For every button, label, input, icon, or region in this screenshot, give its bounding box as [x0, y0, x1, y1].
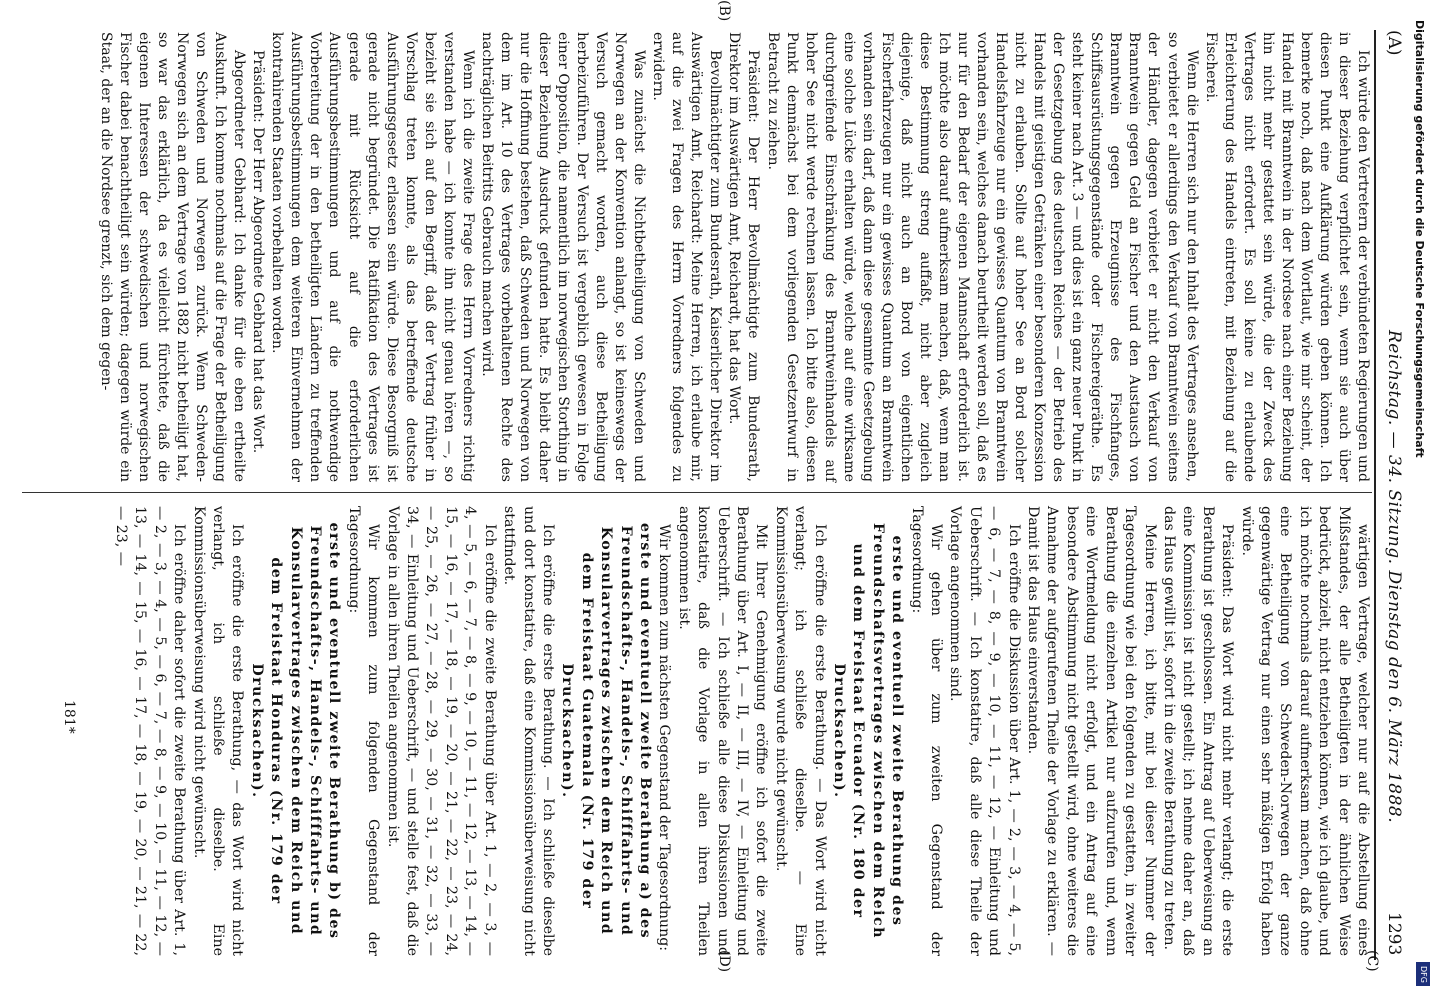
right-column-paragraph: Ich eröffne die Diskussion über Art. 1, — 2, — 3, — 4, — 5, — 6, — 7, — 8, — 9, — 10, — 11, — 12, — Einleitung und Ueberschrift. — Ich konstatire, daß alle diese Theile der Vorlage angenommen sind. [947, 506, 1022, 956]
left-column-paragraph: Präsident: Der Herr Abgeordnete Gebhard hat das Wort. [250, 50, 267, 454]
right-column-paragraph: Ich eröffne die erste Berathung, — das Wort wird nicht verlangt, ich schließe dieselbe. Eine Kommissionsüberweisung wird nicht gewünscht. [190, 506, 246, 956]
right-column-paragraph: Ich eröffne die erste Berathung. — Ich schließe dieselbe und dort konstatire, daß eine Kommissionsüberweisung nicht stattfindet. [501, 506, 556, 956]
running-header [1374, 30, 1404, 970]
header-rule [1374, 30, 1376, 960]
left-column [96, 32, 1372, 482]
page-footer: 181* [61, 700, 77, 734]
right-column-paragraph: erste und eventuell zweite Berathung a) des Freundschafts-, Handels-, Schifffahrts- und Konsularvertrages zwischen dem Reich und dem Freistaat Guatemala (Nr. 179 der Drucksachen). [559, 522, 653, 940]
left-column-paragraph: Abgeordneter Gebhard: Ich danke für die eben ertheilte Auskunft. Ich komme nochmals auf die Frage der Betheiligung von Schweden und Norwegen zurück. Wenn Schweden-Norwegen sich an dem Vertrage von 1882 nicht betheiligt hat, so war das erklärlich, da es vielleicht fürchtete, daß die eigenen Interessen der schwedischen und norwegischen Fischer dabei benachtheiligt sein würden; dagegen würde ein Staat, der an die Nordsee grenzt, sich dem gegen- [97, 32, 248, 482]
banner-text: Digitalisierung gefördert durch die Deutsche Forschungsgemeinschaft [1413, 20, 1426, 458]
margin-c: (C) [1364, 950, 1380, 972]
right-column-paragraph: Ich eröffne daher sofort die zweite Berathung über Art. 1, — 2, — 3, — 4, — 5, — 6, — 7, — 8, — 9, — 10, — 11, — 12, — 13, — 14, — 15, — 16, — 17, — 18, — 19, — 20, — 21, — 22, — 23, — [113, 506, 188, 956]
right-column-paragraph: erste und eventuell zweite Berathung b) des Freundschafts-, Handels-, Schifffahrts- und Konsularvertrages zwischen dem Reich und dem Freistaat Honduras (Nr. 179 der Drucksachen). [248, 522, 343, 940]
page-number: 1293 [1384, 912, 1404, 956]
right-column-paragraph: Wir kommen zum folgenden Gegenstand der Tagesordnung: [345, 506, 382, 956]
left-column-paragraph: Was zunächst die Nichtbetheiligung von Schweden und Norwegen an der Konvention anlangt, so ist keineswegs der Versuch gemacht worden, auch diese Betheiligung herbeizuführen. Der Versuch ist vergeblich gewesen in Folge einer Opposition, die namentlich im norwegischen Storthing in dieser Beziehung Ausdruck gefunden hatte. Es bleibt daher nur die Hoffnung bestehen, daß Schweden und Norwegen von dem im Art. 10 des Vertrages vorbehaltenen Rechte des nachträglichen Beitritts Gebrauch machen wird. [478, 32, 648, 482]
right-column-paragraph: Ich eröffne die zweite Berathung über Art. 1, — 2, — 3, — 4, — 5, — 6, — 7, — 8, — 9, — 10, — 11, — 12, — 13, — 14, — 15, — 16, — 17, — 18, — 19, — 20, — 21, — 22, — 23, — 24, — 25, — 26, — 27, — 28, — 29, — 30, — 31, — 32, — 33, — 34, — Einleitung und Ueberschrift, — und stelle fest, daß die Vorlage in allen ihren Theilen angenommen ist. [384, 506, 498, 956]
left-column-paragraph: Ich würde den Vertretern der verbündeten Regierungen und in dieser Beziehung verpflichtet sein, wenn sie auch über diesen Punkt eine Aufklärung würden geben können. Ich bemerke noch, daß nach dem Wortlaut, wie mir scheint, der Handel mit Branntwein in der Nordsee nach einer Beziehung hin nicht mehr gestattet sein würde, die der Zweck des Vertrages nicht erfordert. Es soll keine zu erlaubende Erleichterung des Handels eintreten, mit Beziehung auf die Fischerei. [1202, 32, 1371, 482]
left-column-paragraph: Präsident: Der Herr Bevollmächtigte zum Bundesrath, Direktor im Auswärtigen Amt, Reichardt, hat das Wort. [726, 32, 762, 482]
left-column-paragraph: Wenn die Herren sich nur den Inhalt des Vertrages ansehen, so verbietet er allerdings den Verkauf von Branntwein seitens der Händler, dagegen verbietet er nicht den Verkauf von Branntwein gegen Geld an Fischer und den Austausch von Branntwein gegen Erzeugnisse des Fischfanges, Schiffsausrüstungsgegenstände oder Fischereigeräthe. Es steht keiner nach Art. 3 — und dies ist ein ganz neuer Punkt in der Gesetzgebung des deutschen Reiches — der Betrieb des Handels mit geistigen Getränken einer besonderen Konzession nicht zu erlauben. Sollte auf hoher See an Bord solcher Handelsfahrzeuge nur ein gewisses Quantum von Branntwein vorhanden sein, welches danach beurtheilt werden soll, daß es nur für den Bedarf der eigenen Mannschaft erforderlich ist. Ich möchte also darauf aufmerksam machen, daß, wenn man diese Bestimmung streng auffaßt, nicht aber zugleich diejenige, daß nicht auch an Bord von eigentlichen Fischerfahrzeugen nur ein gewisses Quantum an Branntwein vorhanden sein darf, daß dann diese gesammte Gesetzgebung eine solche Lücke erhalten würde, welche auf eine wirksame durchgreifende Einschränkung des Branntweinhandels auf hoher See nicht werde rechnen lassen. Ich bitte also, diesen Punkt demnächst bei dem vorliegenden Gesetzentwurf in Betracht zu ziehen. [764, 32, 1200, 482]
digitization-banner [1404, 20, 1428, 980]
dfg-logo: DFG [1416, 962, 1430, 986]
right-column-paragraph: Meine Herren, ich bitte, mit bei dieser Nummer der Tagesordnung wie bei den folgenden zu gestatten, in zweiter Berathung die einzelnen Artikel nur aufzurufen und, wenn eine Wortmeldung nicht erfolgt, und ein Antrag auf eine besondere Abstimmung nicht gestellt wird, ohne weiteres die Annahme der aufgerufenen Theile der Vorlage zu erklären. — Damit ist das Haus einverstanden. [1025, 506, 1158, 956]
right-column-paragraph: Ich eröffne die erste Berathung. — Das Wort wird nicht verlangt; ich schließe dieselbe. — Eine Kommissionsüberweisung wurde nicht gewünscht. [772, 506, 828, 956]
left-column-paragraph: Bevollmächtigter zum Bundesrath, Kaiserlicher Direktor im Auswärtigen Amt, Reichardt: Meine Herren, ich erlaube mir, auf die zwei Fragen des Herrn Vorredners folgendes zu erwidern. [650, 32, 724, 482]
header-title: Reichstag. — 34. Sitzung. Dienstag den 6. März 1888. [1384, 330, 1404, 824]
right-column-paragraph: Wir kommen zum nächsten Gegenstand der Tagesordnung: [656, 524, 673, 952]
left-column-paragraph: Wenn ich die zweite Frage des Herrn Vorredners richtig verstanden habe — ich konnte ihn nicht genau hören —, so bezieht sie sich auf den Begriff, daß der Vertrag früher in Vorschlag treten konnte, als das betreffende deutsche Ausführungsgesetz erlassen sein würde. Diese Besorgniß ist gerade nicht begründet. Die Ratifikation des Vertrages ist gerade mit Rücksicht auf die erforderlichen Ausführungsbestimmungen und auf die nothwendige Vorbereitung der in den betheiligten Ländern zu treffenden Ausführungsbestimmungen dem weiteren Einvernehmen der kontrahirenden Staaten vorbehalten worden. [269, 32, 476, 482]
right-column-paragraph: Präsident: Das Wort wird nicht mehr verlangt; die erste Berathung ist geschlossen. Ein Antrag auf Ueberweisung an eine Kommission ist nicht gestellt; ich nehme daher an, daß das Haus gewillt ist, sofort in die zweite Berathung zu treten. [1160, 506, 1236, 956]
right-column-paragraph: Wir gehen über zum zweiten Gegenstand der Tagesordnung: [908, 506, 945, 956]
right-column-paragraph: erste und eventuell zweite Berathung des Freundschaftsvertrages zwischen dem Reich und dem Freistaat Ecuador (Nr. 180 der Drucksachen). [831, 523, 906, 939]
right-column-paragraph: Mit Ihrer Genehmigung eröffne ich sofort die zweite Berathung über Art. I, — II, — III, — IV, — Einleitung und Ueberschrift. — Ich schließe alle diese Diskussionen und konstatire, daß die Vorlage in allen ihren Theilen angenommen ist. [675, 506, 770, 956]
right-column [111, 506, 1372, 956]
left-marker: (A) [1384, 30, 1404, 56]
margin-d: (D) [716, 950, 732, 973]
margin-b: (B) [716, 0, 732, 22]
right-column-paragraph: wärtigen Vertrage, welcher nur auf die Abstellung eines Mißstandes, der alle Betheiligten in der ähnlichen Weise bedrückt, abzielt, nicht entziehen können, wie ich glaube, und ich möchte nochmals darauf aufmerksam machen, daß ohne eine Betheiligung von Schweden-Norwegen der ganze gegenwärtige Vertrag nur einen sehr mäßigen Erfolg haben würde. [1238, 506, 1371, 956]
column-divider [22, 492, 1372, 493]
